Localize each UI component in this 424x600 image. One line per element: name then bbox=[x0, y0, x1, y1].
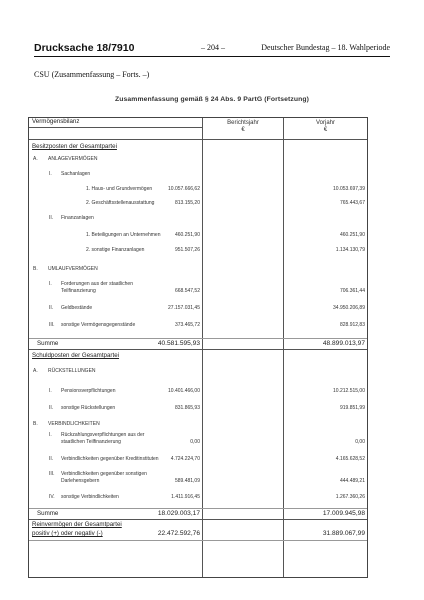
value-vorjahr: 828.912,83 bbox=[339, 322, 365, 328]
value-vorjahr: 10.053.697,39 bbox=[333, 186, 365, 192]
document-number: Drucksache 18/7910 bbox=[34, 42, 135, 54]
net-assets-bottom-rule bbox=[29, 540, 367, 541]
row-label: Schuldposten der Gesamtpartei bbox=[32, 352, 120, 359]
row-label: I. bbox=[49, 171, 52, 177]
title-rule bbox=[29, 127, 202, 128]
row-label: 1. Haus- und Grundvermögen bbox=[86, 186, 153, 192]
section-title: CSU (Zusammenfassung – Forts. –) bbox=[34, 70, 150, 79]
header-bottom-rule bbox=[29, 139, 367, 140]
row-label: Reinvermögen der Gesamtpartei bbox=[32, 521, 122, 528]
value-vorjahr: 444.489,21 bbox=[339, 478, 365, 484]
value-berichtsjahr: 22.472.592,76 bbox=[157, 530, 200, 537]
value-berichtsjahr: 373.465,72 bbox=[174, 322, 200, 328]
row-label: II. bbox=[49, 456, 54, 462]
row-label: A. bbox=[33, 156, 38, 162]
row-label: Forderungen aus der staatlichen bbox=[61, 281, 133, 287]
value-berichtsjahr: 4.724.224,70 bbox=[170, 456, 200, 462]
row-label: Darlehensgebern bbox=[61, 478, 100, 484]
assets-summe-top-rule bbox=[29, 338, 367, 339]
row-label: B. bbox=[33, 421, 38, 427]
row-label: I. bbox=[49, 388, 52, 394]
table-title: Vermögensbilanz bbox=[32, 118, 80, 125]
value-berichtsjahr: 813.155,20 bbox=[174, 200, 200, 206]
value-berichtsjahr: 18.029.003,17 bbox=[157, 510, 200, 517]
row-label: Geldbestände bbox=[61, 305, 93, 311]
value-vorjahr: 706.361,44 bbox=[339, 288, 365, 294]
value-berichtsjahr: 10.401.466,00 bbox=[168, 388, 200, 394]
debts-summe-bottom-rule bbox=[29, 519, 367, 520]
row-label: II. bbox=[49, 305, 54, 311]
row-label: Teilfinanzierung bbox=[61, 288, 96, 294]
row-label: Verbindlichkeiten gegenüber Kreditinstituten bbox=[61, 456, 159, 462]
value-berichtsjahr: 40.581.595,93 bbox=[157, 340, 200, 347]
row-label: sonstige Rückstellungen bbox=[61, 405, 116, 411]
row-label: Rückzahlungsverpflichtungen aus der bbox=[61, 432, 145, 438]
value-vorjahr: 48.899.013,97 bbox=[322, 340, 365, 347]
row-label: II. bbox=[49, 405, 54, 411]
value-vorjahr: 10.212.515,00 bbox=[333, 388, 365, 394]
row-label: 2. sonstige Finanzanlagen bbox=[86, 247, 145, 253]
value-berichtsjahr: 668.547,52 bbox=[174, 288, 200, 294]
value-vorjahr: 0,00 bbox=[355, 439, 365, 445]
page-number: – 204 – bbox=[201, 43, 225, 52]
row-label: ANLAGEVERMÖGEN bbox=[48, 156, 98, 162]
value-berichtsjahr: 1.411.916,45 bbox=[171, 494, 200, 500]
value-berichtsjahr: 831.865,93 bbox=[174, 405, 200, 411]
col-header-vorjahr: Vorjahr € bbox=[315, 120, 335, 133]
value-vorjahr: 34.950.206,89 bbox=[333, 305, 365, 311]
value-vorjahr: 17.009.945,98 bbox=[322, 510, 365, 517]
value-berichtsjahr: 460.251,90 bbox=[174, 232, 200, 238]
assets-summe-bottom-rule bbox=[29, 349, 367, 350]
value-berichtsjahr: 951.507,26 bbox=[174, 247, 200, 253]
value-vorjahr: 31.889.067,99 bbox=[322, 530, 365, 537]
row-label: III. bbox=[49, 471, 55, 477]
value-berichtsjahr: 0,00 bbox=[190, 439, 200, 445]
row-label: Summe bbox=[37, 340, 59, 347]
col-header-berichtsjahr: Berichtsjahr € bbox=[227, 120, 259, 133]
row-label: Verbindlichkeiten gegenüber sonstigen bbox=[61, 471, 147, 477]
row-label: 2. Geschäftsstellenausstattung bbox=[86, 200, 155, 206]
parliament-label: Deutscher Bundestag – 18. Wahlperiode bbox=[261, 43, 390, 52]
row-label: III. bbox=[49, 322, 55, 328]
page-header bbox=[34, 42, 390, 54]
row-label: Finanzanlagen bbox=[61, 215, 94, 221]
balance-sheet-table bbox=[28, 117, 368, 578]
row-label: staatlichen Teilfinanzierung bbox=[61, 439, 121, 445]
row-label: I. bbox=[49, 432, 52, 438]
row-label: A. bbox=[33, 368, 38, 374]
row-label: 1. Beteiligungen an Unternehmen bbox=[86, 232, 161, 238]
row-label: positiv (+) oder negativ (-) bbox=[32, 530, 103, 537]
value-vorjahr: 765.443,67 bbox=[339, 200, 365, 206]
row-label: sonstige Verbindlichkeiten bbox=[61, 494, 119, 500]
row-label: B. bbox=[33, 266, 38, 272]
row-label: Sachanlagen bbox=[61, 171, 91, 177]
value-berichtsjahr: 27.157.031,45 bbox=[168, 305, 200, 311]
value-berichtsjahr: 10.057.666,62 bbox=[168, 186, 200, 192]
row-label: I. bbox=[49, 281, 52, 287]
row-label: VERBINDLICHKEITEN bbox=[48, 421, 100, 427]
value-vorjahr: 1.267.360,26 bbox=[335, 494, 365, 500]
row-label: II. bbox=[49, 215, 54, 221]
row-label: Besitzposten der Gesamtpartei bbox=[32, 143, 117, 150]
header-rule bbox=[34, 56, 390, 57]
row-label: UMLAUFVERMÖGEN bbox=[48, 266, 98, 272]
debts-summe-top-rule bbox=[29, 508, 367, 509]
row-label: Pensionsverpflichtungen bbox=[61, 388, 116, 394]
value-vorjahr: 4.165.628,52 bbox=[335, 456, 365, 462]
row-label: Summe bbox=[37, 510, 59, 517]
document-title: Zusammenfassung gemäß § 24 Abs. 9 PartG (Fortsetzung) bbox=[115, 96, 309, 103]
row-label: sonstige Vermögensgegenstände bbox=[61, 322, 136, 328]
row-label: RÜCKSTELLUNGEN bbox=[48, 368, 96, 374]
value-vorjahr: 1.134.130,79 bbox=[335, 247, 365, 253]
value-vorjahr: 919.851,99 bbox=[339, 405, 365, 411]
row-label: IV. bbox=[49, 494, 55, 500]
value-berichtsjahr: 589.481,09 bbox=[174, 478, 200, 484]
value-vorjahr: 460.251,90 bbox=[339, 232, 365, 238]
